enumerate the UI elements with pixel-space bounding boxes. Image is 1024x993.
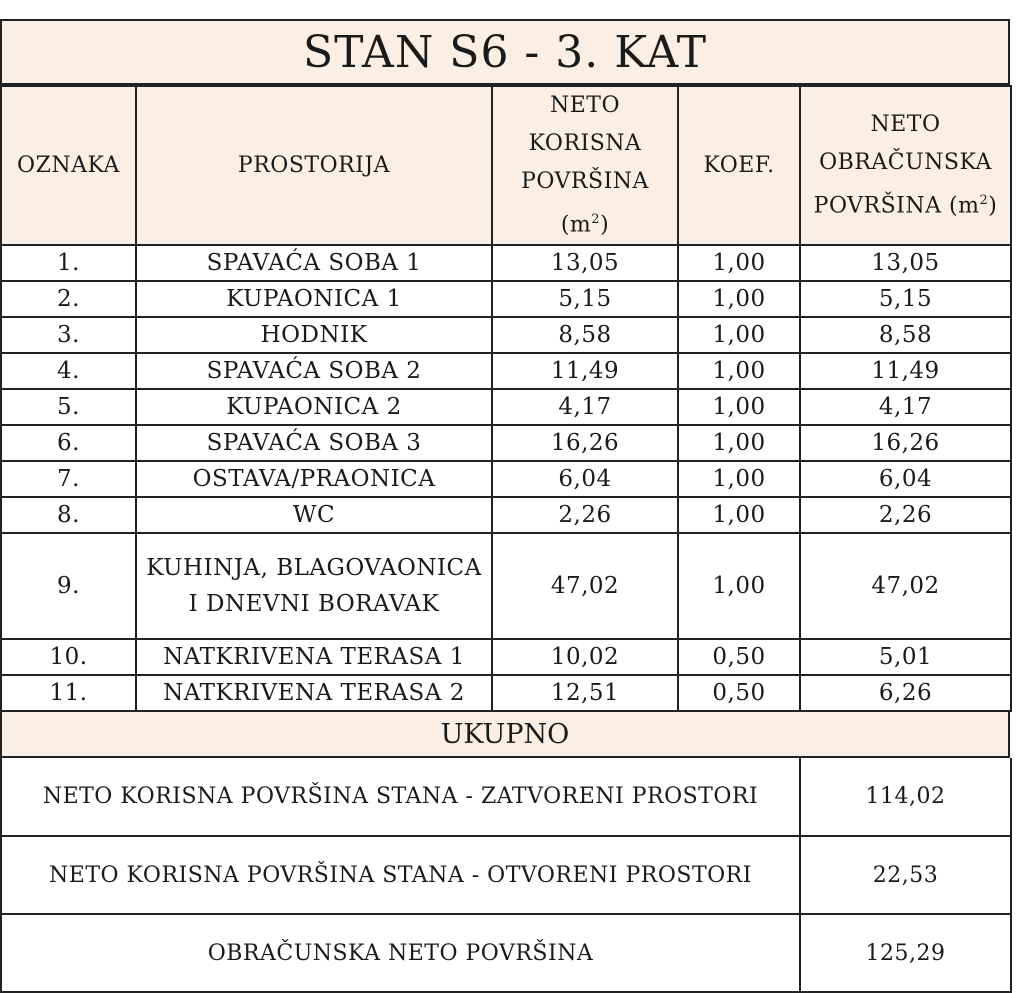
cell-obracun: 6,04 [800, 461, 1011, 497]
summary-value: 114,02 [800, 758, 1011, 836]
cell-prostorija: HODNIK [136, 317, 492, 353]
cell-koef: 1,00 [678, 461, 800, 497]
cell-obracun: 11,49 [800, 353, 1011, 389]
cell-koef: 1,00 [678, 389, 800, 425]
cell-prostorija: SPAVAĆA SOBA 1 [136, 245, 492, 281]
table-row [1, 675, 1011, 711]
table-row [1, 317, 1011, 353]
summary-label: NETO KORISNA POVRŠINA STANA - ZATVORENI PROSTORI [1, 758, 800, 836]
table-row [1, 497, 1011, 533]
cell-neto: 12,51 [492, 675, 678, 711]
summary-label: OBRAČUNSKA NETO POVRŠINA [1, 914, 800, 992]
cell-koef: 1,00 [678, 245, 800, 281]
cell-obracun: 8,58 [800, 317, 1011, 353]
rooms-table-body [1, 245, 1011, 711]
table-row [1, 533, 1011, 639]
table-row [1, 461, 1011, 497]
cell-oznaka: 9. [1, 533, 136, 639]
cell-koef: 1,00 [678, 497, 800, 533]
table-row [1, 281, 1011, 317]
cell-neto: 8,58 [492, 317, 678, 353]
header-neto-korisna-label: NETO KORISNA POVRŠINA [521, 93, 649, 194]
table-row [1, 389, 1011, 425]
cell-obracun: 5,15 [800, 281, 1011, 317]
cell-prostorija: KUPAONICA 1 [136, 281, 492, 317]
cell-prostorija: KUPAONICA 2 [136, 389, 492, 425]
header-koef: KOEF. [678, 86, 800, 245]
table-row [1, 245, 1011, 281]
cell-obracun: 4,17 [800, 389, 1011, 425]
cell-oznaka: 4. [1, 353, 136, 389]
cell-prostorija: OSTAVA/PRAONICA [136, 461, 492, 497]
cell-oznaka: 8. [1, 497, 136, 533]
cell-neto: 4,17 [492, 389, 678, 425]
table-row [1, 353, 1011, 389]
cell-koef: 1,00 [678, 281, 800, 317]
table-row [1, 425, 1011, 461]
cell-neto: 11,49 [492, 353, 678, 389]
cell-prostorija: SPAVAĆA SOBA 3 [136, 425, 492, 461]
cell-neto: 10,02 [492, 639, 678, 675]
unit-close: ) [600, 212, 610, 238]
cell-koef: 1,00 [678, 317, 800, 353]
cell-obracun: 13,05 [800, 245, 1011, 281]
cell-neto: 16,26 [492, 425, 678, 461]
cell-oznaka: 10. [1, 639, 136, 675]
cell-oznaka: 1. [1, 245, 136, 281]
cell-prostorija: KUHINJA, BLAGOVAONICA I DNEVNI BORAVAK [136, 533, 492, 639]
header-oznaka: OZNAKA [1, 86, 136, 245]
cell-oznaka: 7. [1, 461, 136, 497]
cell-prostorija: NATKRIVENA TERASA 2 [136, 675, 492, 711]
summary-row [1, 914, 1011, 992]
header-neto-korisna [492, 86, 678, 245]
cell-obracun: 6,26 [800, 675, 1011, 711]
table-row [1, 639, 1011, 675]
summary-label: NETO KORISNA POVRŠINA STANA - OTVORENI PROSTORI [1, 836, 800, 914]
total-heading: UKUPNO [0, 712, 1010, 758]
summary-row [1, 836, 1011, 914]
cell-neto: 6,04 [492, 461, 678, 497]
header-neto-obracunska [800, 86, 1011, 245]
cell-oznaka: 5. [1, 389, 136, 425]
cell-neto: 13,05 [492, 245, 678, 281]
page-title: STAN S6 - 3. KAT [0, 19, 1010, 85]
unit-close: ) [988, 193, 998, 219]
cell-koef: 1,00 [678, 425, 800, 461]
cell-koef: 0,50 [678, 639, 800, 675]
cell-neto: 5,15 [492, 281, 678, 317]
cell-neto: 47,02 [492, 533, 678, 639]
cell-oznaka: 3. [1, 317, 136, 353]
header-neto-obracunska-unit: (m [948, 193, 980, 219]
summary-value: 22,53 [800, 836, 1011, 914]
header-neto-obracunska-label: NETO OBRAČUNSKA POVRŠINA [813, 112, 992, 219]
cell-koef: 1,00 [678, 533, 800, 639]
cell-prostorija: NATKRIVENA TERASA 1 [136, 639, 492, 675]
cell-obracun: 5,01 [800, 639, 1011, 675]
table-header-row [1, 86, 1011, 245]
summary-row [1, 758, 1011, 836]
rooms-table [0, 85, 1012, 712]
summary-value: 125,29 [800, 914, 1011, 992]
cell-neto: 2,26 [492, 497, 678, 533]
cell-oznaka: 6. [1, 425, 136, 461]
header-neto-korisna-unit: (m [560, 212, 592, 238]
summary-table [0, 758, 1012, 993]
cell-obracun: 16,26 [800, 425, 1011, 461]
cell-oznaka: 11. [1, 675, 136, 711]
unit-exponent: 2 [591, 212, 601, 227]
cell-koef: 0,50 [678, 675, 800, 711]
unit-exponent: 2 [979, 193, 989, 208]
cell-koef: 1,00 [678, 353, 800, 389]
cell-oznaka: 2. [1, 281, 136, 317]
area-table-sheet [0, 19, 1010, 993]
cell-obracun: 47,02 [800, 533, 1011, 639]
cell-obracun: 2,26 [800, 497, 1011, 533]
cell-prostorija: WC [136, 497, 492, 533]
cell-prostorija: SPAVAĆA SOBA 2 [136, 353, 492, 389]
header-prostorija: PROSTORIJA [136, 86, 492, 245]
